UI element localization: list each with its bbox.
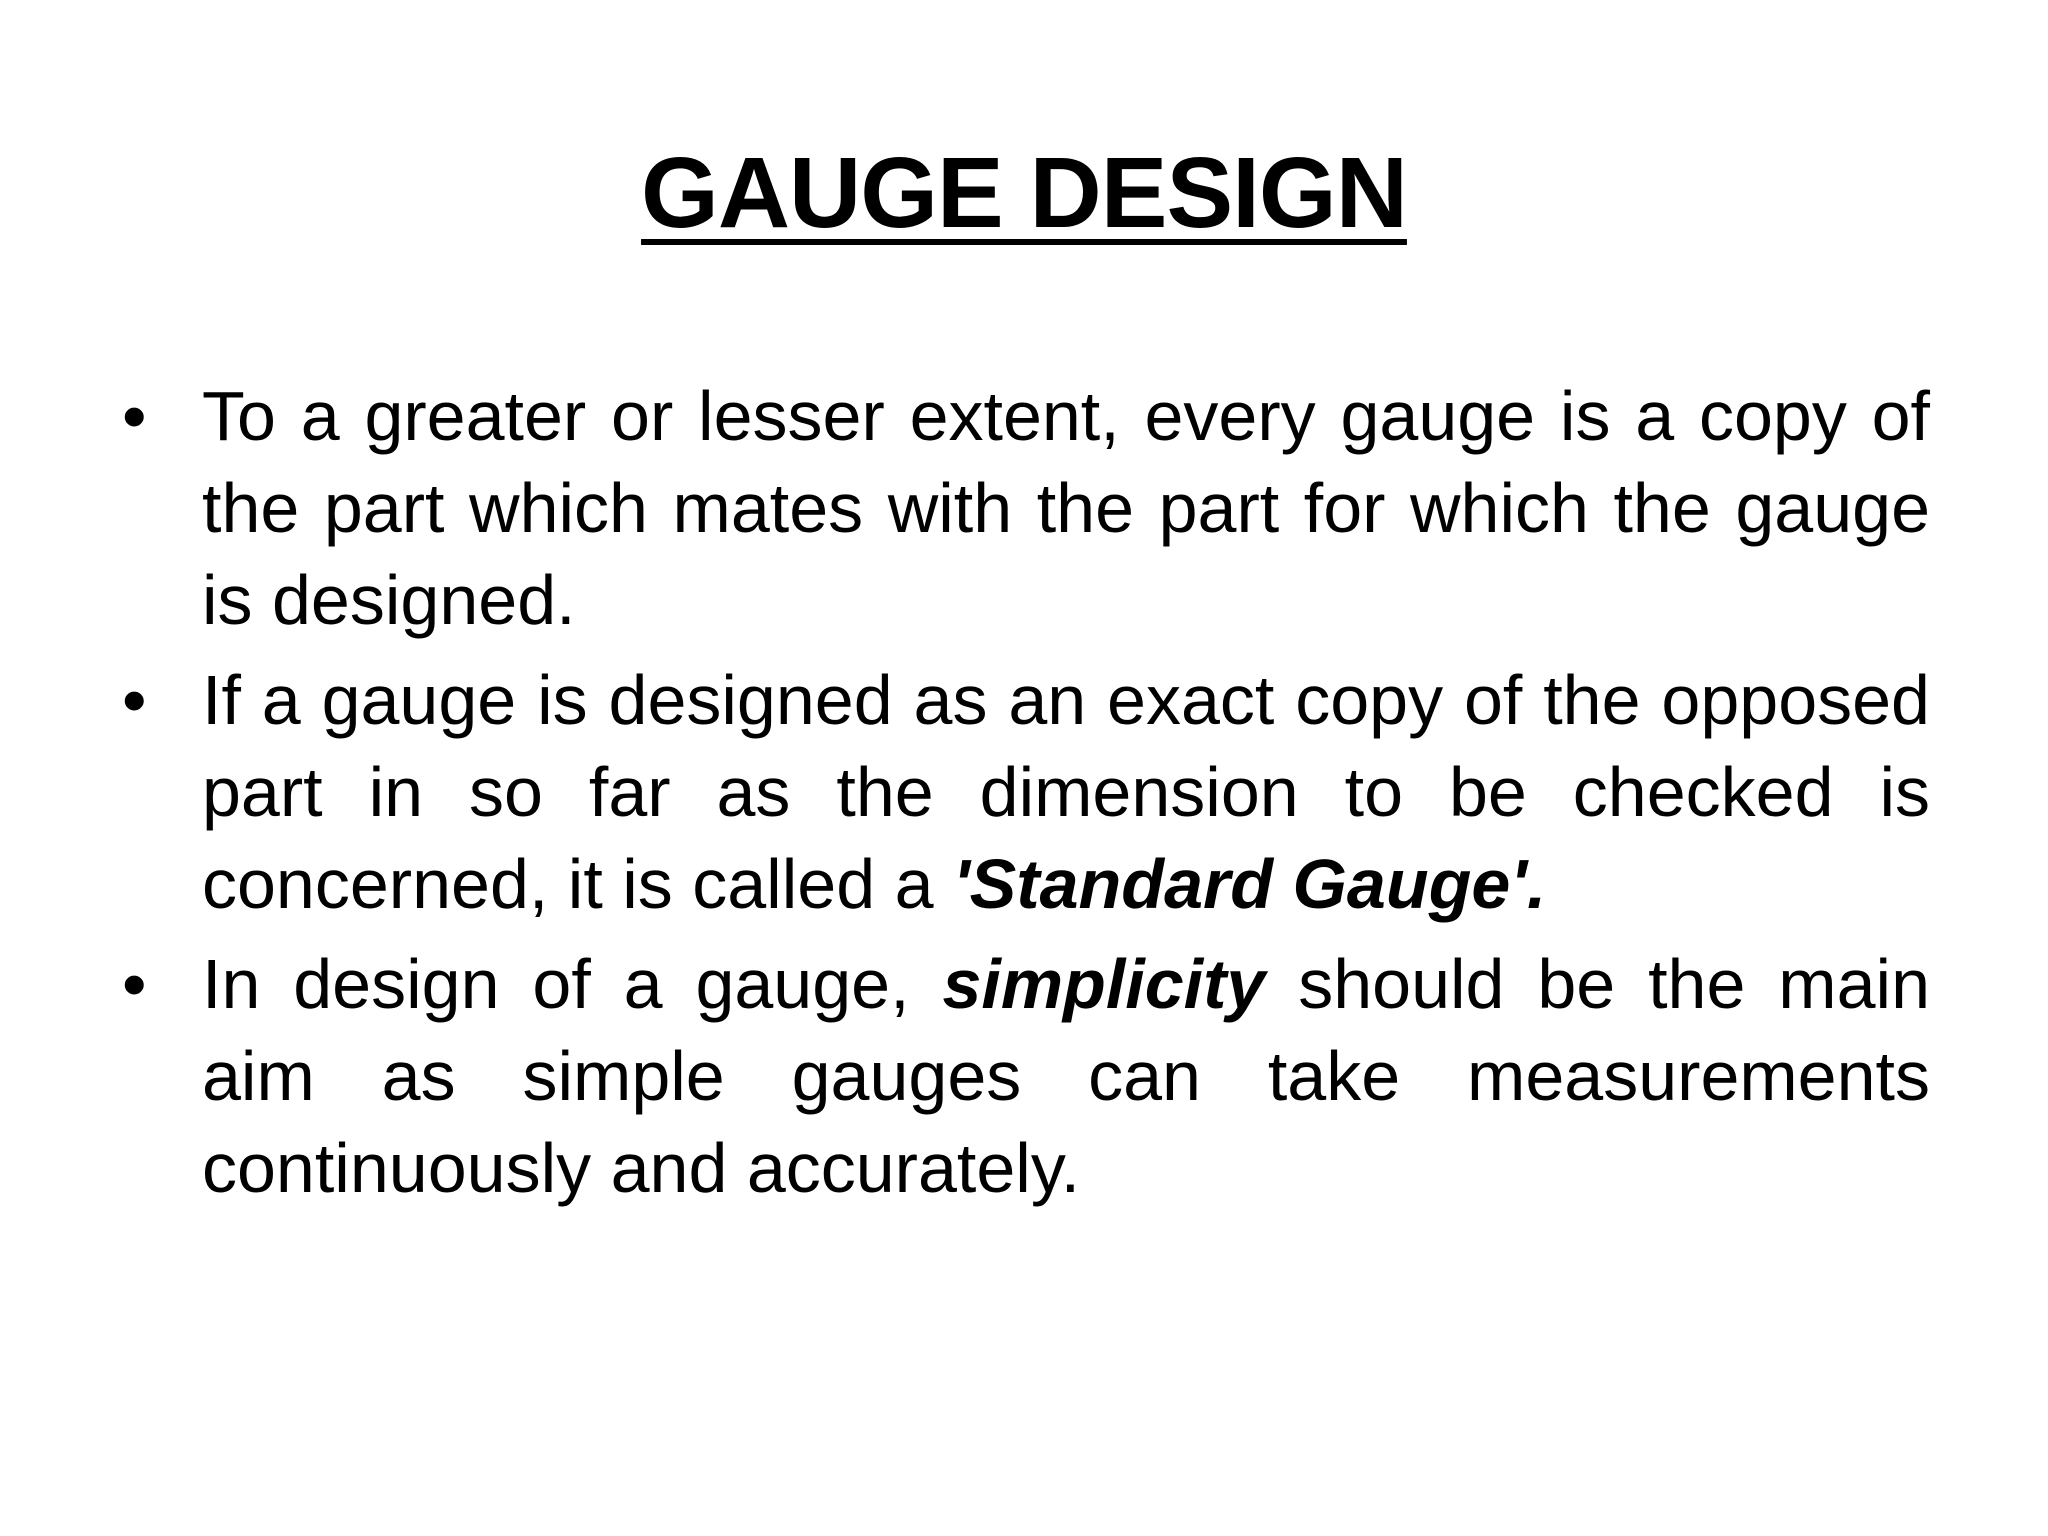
slide-title-text: GAUGE DESIGN <box>641 137 1407 249</box>
bullet-item <box>118 938 1930 1214</box>
bullet-emphasis: simplicity <box>942 945 1266 1023</box>
bullet-text: In design of a gauge, <box>202 945 943 1023</box>
bullet-icon: • <box>122 945 147 1023</box>
bullet-item <box>118 370 1930 646</box>
bullet-emphasis: 'Standard Gauge'. <box>952 845 1547 923</box>
bullet-list <box>118 370 1930 1222</box>
bullet-text-after: should be the main aim as simple gauges can take measurements continuously and accurately. <box>202 945 1931 1207</box>
slide-title <box>0 128 2048 258</box>
bullet-item <box>118 654 1930 930</box>
bullet-text: If a gauge is designed as an exact copy of the opposed part in so far as the dimension to be checked is concerned, it is called a <box>202 661 1930 923</box>
bullet-icon: • <box>122 661 147 739</box>
bullet-icon: • <box>122 377 147 455</box>
bullet-text: To a greater or lesser extent, every gauge is a copy of the part which mates with the part for which the gauge is designed. <box>202 377 1930 639</box>
